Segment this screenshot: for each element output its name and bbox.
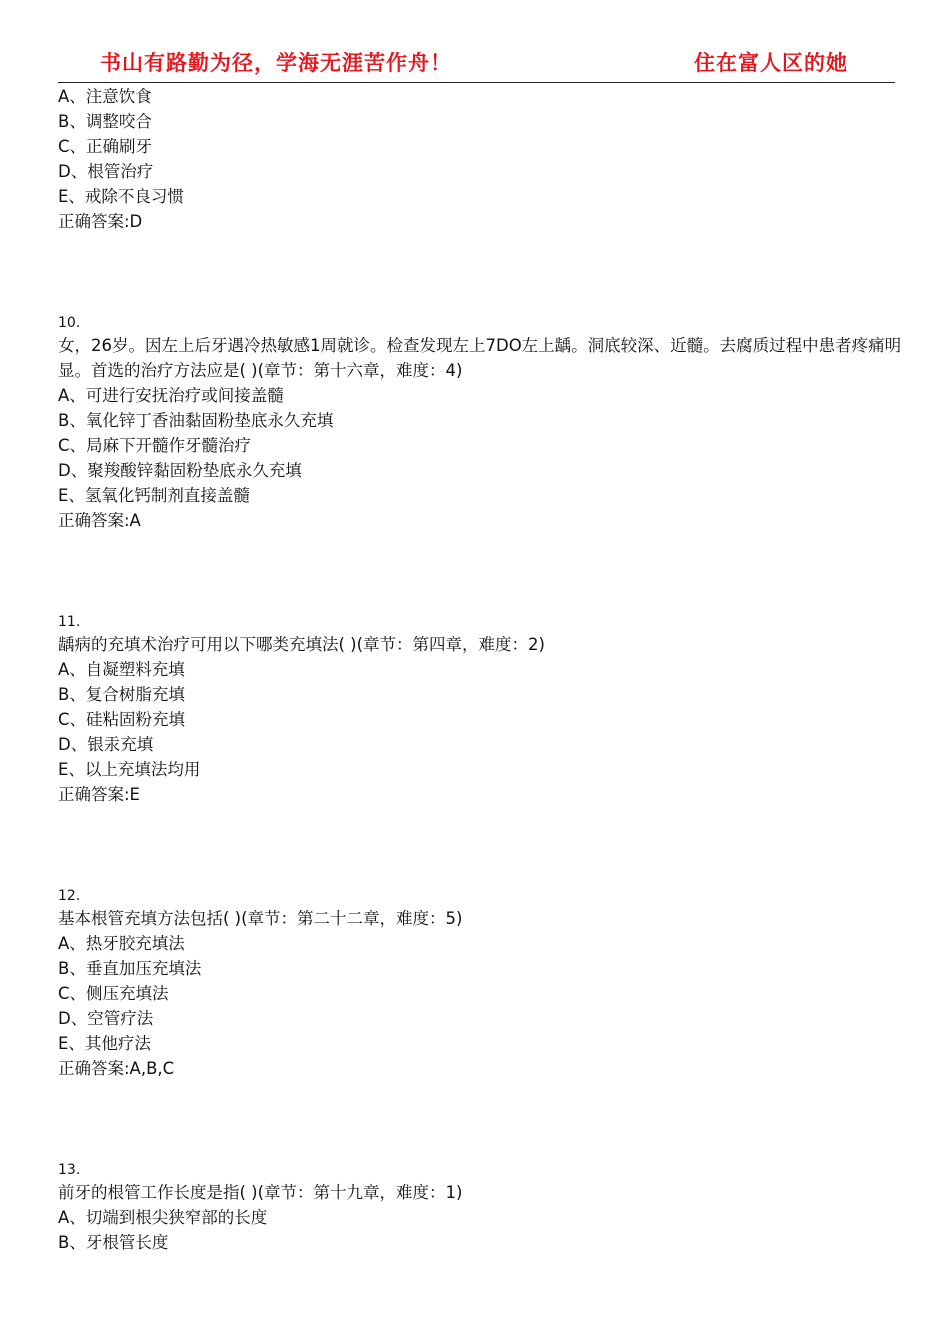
header-brand: 住在富人区的她	[694, 50, 848, 75]
q12-option-e: E、其他疗法	[58, 1034, 151, 1053]
q10-option-e: E、氢氧化钙制剂直接盖髓	[58, 486, 250, 505]
q12-option-a: A、热牙胶充填法	[58, 934, 185, 953]
q13-option-b: B、牙根管长度	[58, 1233, 169, 1252]
header-motto: 书山有路勤为径，学海无涯苦作舟！	[100, 50, 452, 75]
q10-option-b: B、氧化锌丁香油黏固粉垫底永久充填	[58, 411, 334, 430]
q13-option-a: A、切端到根尖狭窄部的长度	[58, 1208, 268, 1227]
q11-option-e: E、以上充填法均用	[58, 760, 201, 779]
q12-option-b: B、垂直加压充填法	[58, 959, 202, 978]
page-header	[0, 0, 950, 84]
prev-option-a: A、注意饮食	[58, 87, 152, 106]
q10-stem: 女，26岁。因左上后牙遇冷热敏感1周就诊。检查发现左上7DO左上龋。洞底较深、近髓。去腐质过程中患者疼痛明显。首选的治疗方法应是( )(章节：第十六章，难度：4)	[58, 336, 902, 380]
q12-stem: 基本根管充填方法包括( )(章节：第二十二章，难度：5)	[58, 909, 463, 928]
q12-number: 12.	[58, 888, 81, 904]
q11-option-c: C、硅粘固粉充填	[58, 710, 186, 729]
q11-option-d: D、银汞充填	[58, 735, 154, 754]
prev-option-b: B、调整咬合	[58, 112, 152, 131]
q11-number: 11.	[58, 614, 81, 630]
prev-option-c: C、正确刷牙	[58, 137, 153, 156]
q11-stem: 龋病的充填术治疗可用以下哪类充填法( )(章节：第四章，难度：2)	[58, 635, 545, 654]
prev-answer: 正确答案:D	[58, 212, 143, 231]
q12-option-c: C、侧压充填法	[58, 984, 169, 1003]
q11-option-b: B、复合树脂充填	[58, 685, 185, 704]
prev-option-e: E、戒除不良习惯	[58, 187, 184, 206]
q13-stem: 前牙的根管工作长度是指( )(章节：第十九章，难度：1)	[58, 1183, 463, 1202]
q12-option-d: D、空管疗法	[58, 1009, 154, 1028]
header-divider	[58, 82, 895, 83]
q10-answer: 正确答案:A	[58, 511, 141, 530]
q10-option-c: C、局麻下开髓作牙髓治疗	[58, 436, 252, 455]
prev-option-d: D、根管治疗	[58, 162, 154, 181]
q10-option-d: D、聚羧酸锌黏固粉垫底永久充填	[58, 461, 302, 480]
q10-option-a: A、可进行安抚治疗或间接盖髓	[58, 386, 284, 405]
q12-answer: 正确答案:A,B,C	[58, 1059, 175, 1078]
q13-number: 13.	[58, 1162, 81, 1178]
q11-option-a: A、自凝塑料充填	[58, 660, 185, 679]
q10-number: 10.	[58, 315, 81, 331]
q11-answer: 正确答案:E	[58, 785, 140, 804]
